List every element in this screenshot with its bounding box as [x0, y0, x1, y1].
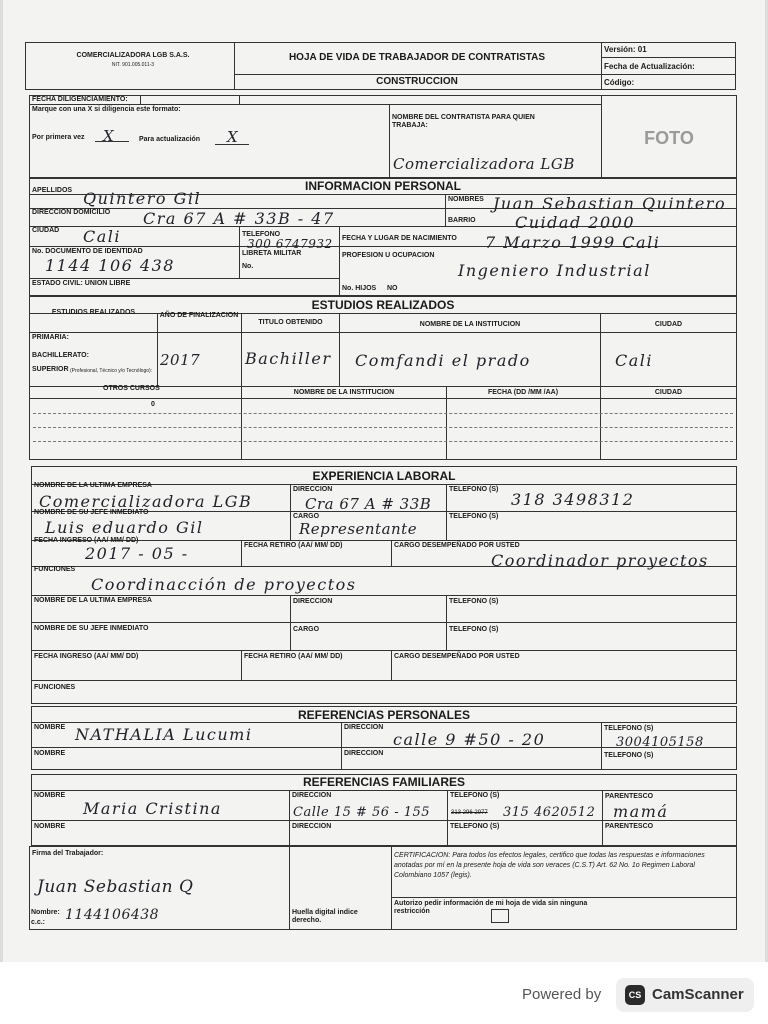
update-label: Para actualización — [139, 136, 201, 143]
exp-role-label: CARGO DESEMPEÑADO POR USTED — [394, 542, 520, 549]
phone-label: TELEFONO — [242, 231, 281, 238]
row-superior-note: (Profesional, Técnico y/o Tecnólogo): — [70, 368, 153, 374]
mark-instruction: Marque con una X si diligencia este formato: — [32, 106, 181, 113]
exp-company-value: Comercializadora LGB — [39, 492, 253, 511]
signature-label: Firma del Trabajador: — [32, 850, 104, 857]
pref-phone-value: 3004105158 — [616, 735, 704, 750]
updated-label: Fecha de Actualización: — [604, 62, 695, 71]
certification-text: CERTIFICACION: Para todos los efectos legales, certifico que todas las respuestas e informaciones anotadas por mí en la presente hoja de vida son veraces (C.S.T) Art. 62 No. 1o Regimen Laboral Colombiano 1057 (legis). — [394, 852, 705, 879]
col-studies: ESTUDIOS REALIZADOS — [51, 309, 136, 316]
pref-address-value: calle 9 #50 - 20 — [393, 730, 546, 749]
fingerprint-label: Huella digital indice derecho. — [292, 909, 358, 924]
other-date-label: FECHA (DD /MM /AA) — [487, 389, 559, 396]
military-no-label: No. — [242, 263, 254, 270]
names-value: Juan Sebastian Quintero — [493, 194, 727, 213]
code-label: Código: — [604, 78, 635, 87]
pref2-address-label: DIRECCION — [344, 750, 384, 757]
birth-label: FECHA Y LUGAR DE NACIMIENTO — [342, 235, 457, 242]
address-label: DIRECCION DOMICILIO — [32, 209, 111, 216]
city-label: CIUDAD — [32, 227, 60, 234]
update-mark: X — [227, 128, 239, 146]
col-title: TITULO OBTENIDO — [258, 319, 323, 326]
surnames-label: APELLIDOS — [32, 187, 73, 194]
version-label: Versión: 01 — [604, 45, 647, 54]
exp-position-value: Representante — [299, 520, 418, 538]
profession-value: Ingeniero Industrial — [458, 261, 651, 280]
other-courses-label: OTROS CURSOS — [103, 385, 160, 392]
scanner-watermark-bar — [0, 962, 768, 1024]
col-city: CIUDAD — [654, 321, 683, 328]
fref2-address-label: DIRECCION — [292, 823, 332, 830]
children-label: No. HIJOS — [342, 285, 377, 292]
date-label: FECHA DILIGENCIAMIENTO: — [32, 96, 128, 103]
city-value: Cali — [83, 227, 122, 246]
exp-phone-value: 318 3498312 — [511, 490, 635, 509]
fref-phone-struck: 313 296 2977 — [451, 810, 488, 816]
fref-kinship-label: PARENTESCO — [605, 793, 654, 800]
camscanner-logo-icon: CS — [625, 985, 645, 1005]
fref2-name-label: NOMBRE — [34, 823, 66, 830]
exp-functions-value: Coordinacción de proyectos — [91, 575, 357, 594]
exp-role-value: Coordinador proyectos — [491, 551, 709, 570]
bachelor-year: 2017 — [160, 351, 201, 369]
fref-address-value: Calle 15 # 56 - 155 — [293, 805, 431, 820]
children-value: NO — [387, 285, 398, 292]
scanned-form-page — [3, 0, 765, 962]
fref-name-label: NOMBRE — [34, 792, 66, 799]
signature-value: Juan Sebastian Q — [37, 877, 194, 897]
other-courses-value: 0 — [151, 401, 155, 408]
phone-value: 300 6747932 — [247, 237, 333, 251]
address-value: Cra 67 A # 33B - 47 — [143, 209, 335, 228]
exp-functions-label: FUNCIONES — [34, 566, 76, 573]
exp-address-value: Cra 67 A # 33B — [305, 495, 432, 513]
pref-phone-label: TELEFONO (S) — [604, 725, 654, 732]
exp-start-value: 2017 - 05 - — [85, 544, 189, 563]
exp-start-label: FECHA INGRESO (AA/ MM/ DD) — [34, 537, 139, 544]
neighborhood-label: BARRIO — [448, 217, 476, 224]
first-time-label: Por primera vez — [32, 134, 85, 141]
pref2-phone-label: TELEFONO (S) — [604, 752, 654, 759]
birth-value: 7 Marzo 1999 Cali — [485, 233, 661, 252]
civil-status-label: ESTADO CIVIL: UNION LIBRE — [32, 280, 131, 287]
bachelor-institution: Comfandi el prado — [355, 351, 531, 370]
row-primary: PRIMARIA: — [32, 334, 69, 341]
fref-address-label: DIRECCION — [292, 792, 332, 799]
studies-section-title: ESTUDIOS REALIZADOS — [311, 298, 455, 312]
personal-refs-title: REFERENCIAS PERSONALES — [297, 708, 471, 722]
exp2-boss-label: NOMBRE DE SU JEFE INMEDIATO — [34, 625, 149, 632]
col-year: AÑO DE FINALIZACION — [159, 312, 239, 319]
camscanner-badge — [616, 978, 754, 1012]
authorize-text: Autorizo pedir información de mi hoja de vida sin ninguna restricción — [394, 900, 588, 915]
col-institution: NOMBRE DE LA INSTITUCION — [419, 321, 521, 328]
powered-by-text: Powered by — [522, 986, 602, 1003]
pref-name-value: NATHALIA Lucumi — [75, 725, 253, 744]
cc-label: c.c.: — [31, 919, 46, 926]
id-value: 1144 106 438 — [45, 256, 175, 275]
personal-section-title: INFORMACION PERSONAL — [305, 179, 461, 193]
exp2-position-label: CARGO — [293, 626, 320, 633]
pref-address-label: DIRECCION — [344, 724, 384, 731]
other-city-label: CIUDAD — [654, 389, 683, 396]
pref2-name-label: NOMBRE — [34, 750, 66, 757]
profession-label: PROFESION U OCUPACION — [342, 252, 435, 259]
family-refs-title: REFERENCIAS FAMILIARES — [302, 775, 465, 789]
id-label: No. DOCUMENTO DE IDENTIDAD — [32, 248, 143, 255]
contractor-value: Comercializadora LGB — [393, 155, 575, 173]
exp2-role-label: CARGO DESEMPEÑADO POR USTED — [394, 653, 520, 660]
exp2-address-label: DIRECCION — [293, 598, 333, 605]
bachelor-city: Cali — [615, 351, 654, 370]
photo-placeholder: FOTO — [644, 128, 694, 148]
exp2-boss-phone-label: TELEFONO (S) — [449, 626, 499, 633]
fref-phone-value: 315 4620512 — [503, 805, 596, 820]
fref2-kinship-label: PARENTESCO — [605, 823, 654, 830]
exp2-start-label: FECHA INGRESO (AA/ MM/ DD) — [34, 653, 139, 660]
military-label: LIBRETA MILITAR — [242, 250, 302, 257]
row-superior: SUPERIOR — [32, 366, 69, 373]
exp2-end-label: FECHA RETIRO (AA/ MM/ DD) — [244, 653, 343, 660]
exp-boss-label: NOMBRE DE SU JEFE INMEDIATO — [34, 509, 149, 516]
exp-company-label: NOMBRE DE LA ULTIMA EMPRESA — [34, 482, 152, 489]
exp-boss-phone-label: TELEFONO (S) — [449, 513, 499, 520]
bachelor-title: Bachiller — [245, 349, 332, 368]
fref-phone-label: TELEFONO (S) — [450, 792, 500, 799]
first-time-mark: X — [103, 127, 115, 145]
exp-address-label: DIRECCION — [293, 486, 333, 493]
cc-value: 1144106438 — [65, 907, 160, 923]
exp-phone-label: TELEFONO (S) — [449, 486, 499, 493]
camscanner-name: CamScanner — [652, 986, 744, 1003]
fref-kinship-value: mamá — [613, 802, 669, 821]
document-subtitle: CONSTRUCCION — [376, 76, 458, 87]
document-title: HOJA DE VIDA DE TRABAJADOR DE CONTRATISTAS — [288, 52, 546, 63]
surnames-value: Quintero Gil — [83, 189, 202, 208]
contractor-label: NOMBRE DEL CONTRATISTA PARA QUIEN TRABAJA: — [392, 114, 535, 129]
exp2-phone-label: TELEFONO (S) — [449, 598, 499, 605]
exp2-company-label: NOMBRE DE LA ULTIMA EMPRESA — [34, 597, 152, 604]
neighborhood-value: Cuidad 2000 — [515, 213, 635, 232]
fref-name-value: Maria Cristina — [83, 799, 222, 818]
experience-section-title: EXPERIENCIA LABORAL — [312, 469, 456, 483]
exp2-functions-label: FUNCIONES — [34, 684, 76, 691]
exp-boss-value: Luis eduardo Gil — [45, 518, 204, 537]
company-nit: NIT. 901.005.011-3 — [111, 62, 155, 68]
other-institution-label: NOMBRE DE LA INSTITUCION — [293, 389, 395, 396]
fref2-phone-label: TELEFONO (S) — [450, 823, 500, 830]
authorize-checkbox[interactable] — [491, 909, 509, 923]
pref-name-label: NOMBRE — [34, 724, 66, 731]
name-label: Nombre: — [31, 909, 60, 916]
row-bachelor: BACHILLERATO: — [32, 352, 89, 359]
names-label: NOMBRES — [448, 196, 484, 203]
exp-end-label: FECHA RETIRO (AA/ MM/ DD) — [244, 542, 343, 549]
exp-position-label: CARGO — [293, 513, 320, 520]
company-name: COMERCIALIZADORA LGB S.A.S. — [76, 52, 190, 59]
